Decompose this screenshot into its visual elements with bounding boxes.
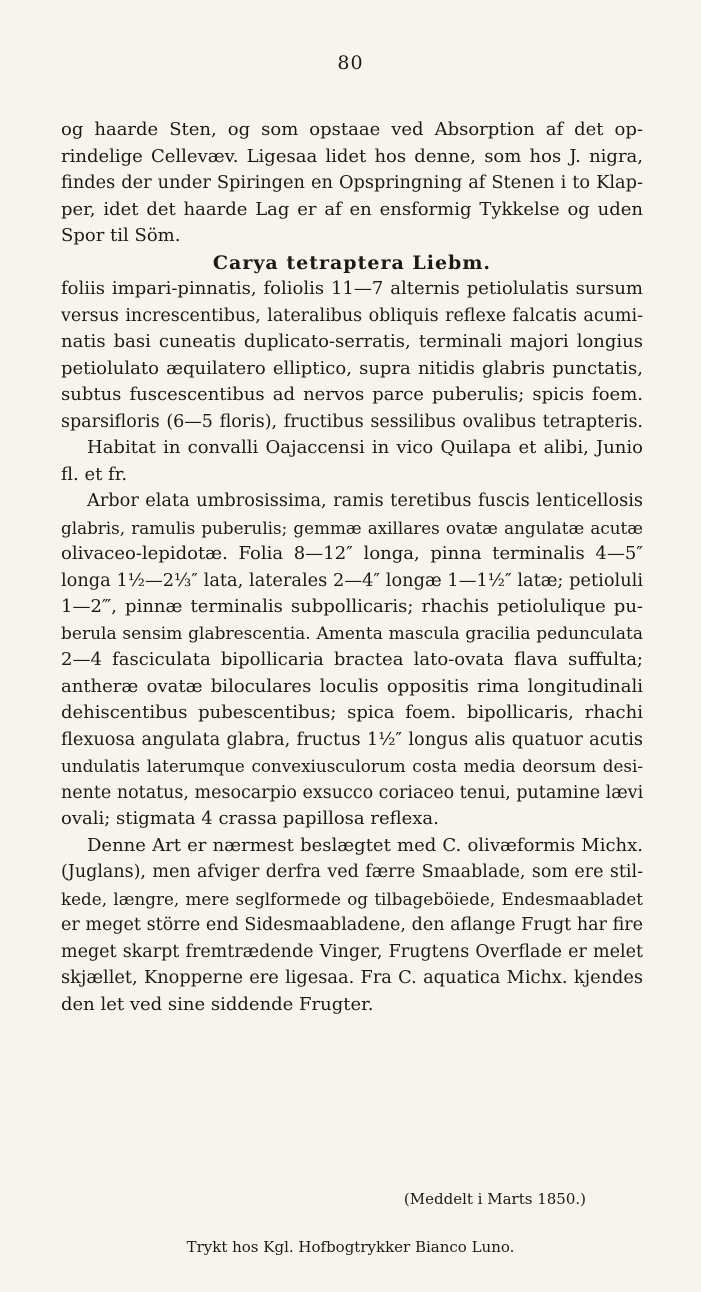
text-line: ovali; stigmata 4 crassa papillosa reflexa. xyxy=(61,808,439,829)
text-line: undulatis laterumque convexiusculorum costa media deorsum desi- xyxy=(61,756,643,776)
text-line: petiolulato æquilatero elliptico, supra nitidis glabris punctatis, xyxy=(61,357,643,379)
text-line: rindelige Cellevæv. Ligesaa lidet hos denne, som hos J. nigra, xyxy=(61,145,643,167)
printer-imprint: Trykt hos Kgl. Hofbogtrykker Bianco Luno. xyxy=(186,1238,515,1256)
text-line: foliis impari-pinnatis, foliolis 11—7 alternis petiolulatis sursum xyxy=(61,278,643,299)
text-line: (Juglans), men afviger derfra ved færre Smaablade, som ere stil- xyxy=(61,862,643,882)
text-line: versus increscentibus, lateralibus obliquis reflexe falcatis acumi- xyxy=(61,305,643,326)
text-line: og haarde Sten, og som opstaae ved Absorption af det op- xyxy=(61,119,643,140)
text-line: findes der under Spiringen en Opspringning af Stenen i to Klap- xyxy=(61,173,643,193)
text-line: per, idet det haarde Lag er af en ensformig Tykkelse og uden xyxy=(61,198,643,220)
text-line: meget skarpt fremtrædende Vinger, Frugtens Overflade er melet xyxy=(61,941,643,962)
text-line: Spor til Söm. xyxy=(61,225,181,246)
date-note: (Meddelt i Marts 1850.) xyxy=(403,1190,586,1208)
text-line: berula sensim glabrescentia. Amenta mascula gracilia pedunculata xyxy=(61,623,643,644)
text-line: er meget större end Sidesmaabladene, den aflange Frugt har fire xyxy=(61,915,643,935)
text-line: fl. et fr. xyxy=(61,463,128,485)
text-line: 2—4 fasciculata bipollicaria bractea lato-ovata flava suffulta; xyxy=(61,649,643,670)
text-line: natis basi cuneatis duplicato-serratis, terminali majori longius xyxy=(61,331,643,352)
text-line: Denne Art er nærmest beslægtet med C. olivæformis Michx. xyxy=(87,834,643,856)
text-line: dehiscentibus pubescentibus; spica foem. bipollicaris, rhachi xyxy=(61,702,643,723)
text-line: glabris, ramulis puberulis; gemmæ axillares ovatæ angulatæ acutæ xyxy=(61,517,643,538)
page-number: 80 xyxy=(337,52,364,74)
text-line: den let ved sine siddende Frugter. xyxy=(61,993,374,1015)
body-text xyxy=(61,117,643,1018)
text-line: nente notatus, mesocarpio exsucco coriaceo tenui, putamine lævi xyxy=(61,782,643,803)
text-line: sparsifloris (6—5 floris), fructibus sessilibus ovalibus tetrapteris. xyxy=(61,411,643,432)
text-line: subtus fuscescentibus ad nervos parce puberulis; spicis foem. xyxy=(61,384,643,405)
text-line: kede, længre, mere seglformede og tilbageböiede, Endesmaabladet xyxy=(61,888,643,909)
text-line: 1—2‴, pinnæ terminalis subpollicaris; rhachis petiolulique pu- xyxy=(61,596,643,617)
text-line: Arbor elata umbrosissima, ramis teretibus fuscis lenticellosis xyxy=(87,491,643,511)
species-heading: Carya tetraptera Liebm. xyxy=(212,251,492,274)
text-line: olivaceo-lepidotæ. Folia 8—12″ longa, pinna terminalis 4—5″ xyxy=(61,543,643,564)
text-line: skjællet, Knopperne ere ligesaa. Fra C. aquatica Michx. kjendes xyxy=(61,968,643,988)
text-line: Habitat in convalli Oajaccensi in vico Quilapa et alibi, Junio xyxy=(87,437,643,458)
text-line: flexuosa angulata glabra, fructus 1½″ longus alis quatuor acutis xyxy=(61,729,643,750)
text-line: antheræ ovatæ biloculares loculis oppositis rima longitudinali xyxy=(61,675,643,697)
text-line: longa 1½—2⅓″ lata, laterales 2—4″ longæ 1—1½″ latæ; petioluli xyxy=(61,570,643,591)
